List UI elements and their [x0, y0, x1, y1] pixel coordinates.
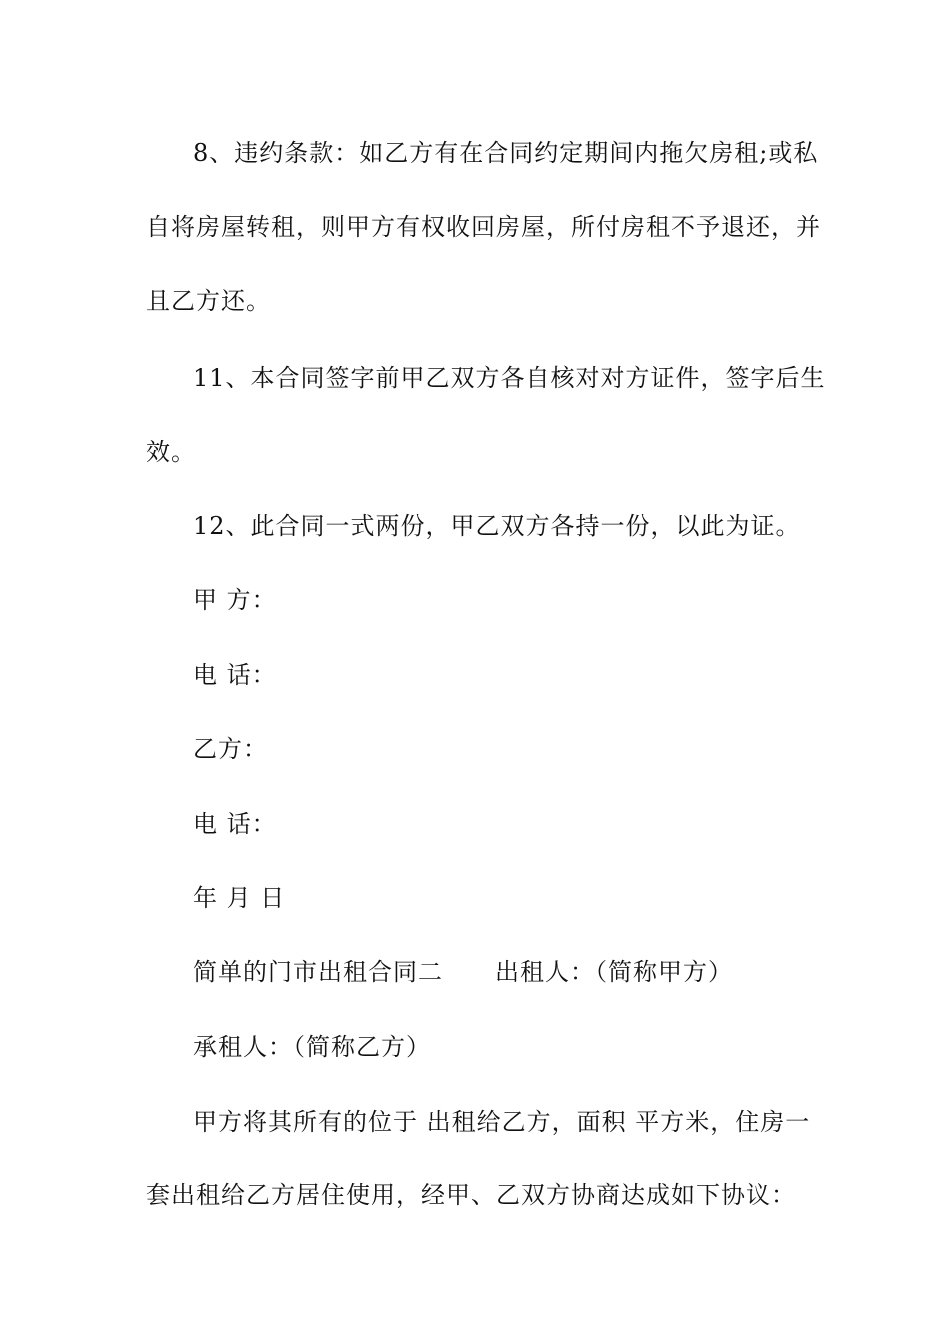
clause-8-line-3: 且乙方还。 — [146, 287, 271, 315]
clause-11-line-1: 11、本合同签字前甲乙双方各自核对对方证件，签字后生 — [193, 364, 826, 392]
contract-2-clause-line-2: 套出租给乙方居住使用，经甲、乙双方协商达成如下协议： — [146, 1181, 796, 1209]
contract-2-clause-line-1: 甲方将其所有的位于 出租给乙方，面积 平方米，住房一 — [193, 1108, 811, 1136]
contract-2-heading-line — [193, 958, 733, 986]
lessor-label: 出租人：（简称甲方） — [495, 958, 733, 986]
clause-12-line-1: 12、此合同一式两份，甲乙双方各持一份，以此为证。 — [193, 512, 801, 540]
clause-8-line-2: 自将房屋转租，则甲方有权收回房屋，所付房租不予退还，并 — [146, 213, 821, 241]
party-a-label: 甲 方： — [193, 586, 277, 614]
clause-8-line-1: 8、违约条款：如乙方有在合同约定期间内拖欠房租;或私 — [193, 139, 819, 167]
date-label: 年 月 日 — [193, 884, 286, 912]
party-b-phone-label: 电 话： — [193, 810, 277, 838]
clause-11-line-2: 效。 — [146, 438, 196, 466]
party-a-phone-label: 电 话： — [193, 661, 277, 689]
contract-2-title: 简单的门市出租合同二 — [193, 958, 443, 986]
lessee-label: 承租人：（简称乙方） — [193, 1033, 431, 1061]
party-b-label: 乙方： — [193, 735, 268, 763]
